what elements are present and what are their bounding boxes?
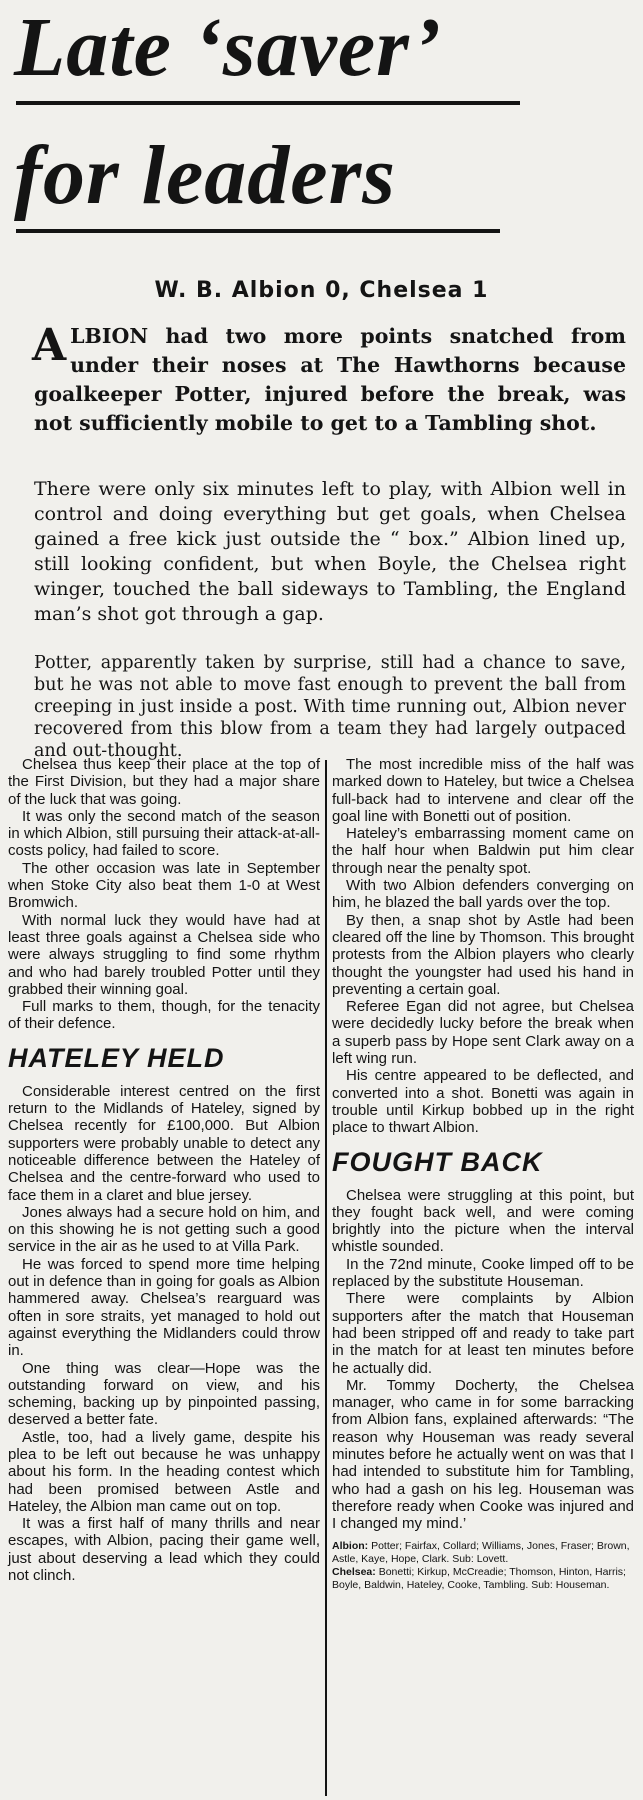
body-paragraph: The other occasion was late in September when Stoke City also beat them 1-0 at West Bromwich. (8, 859, 320, 912)
body-paragraph: By then, a snap shot by Astle had been cleared off the line by Thomson. This brought protests from the Albion players who clearly thought the youngster had used his hand in preventing a certain goal. (332, 911, 634, 998)
body-paragraph: With two Albion defenders converging on him, he blazed the ball yards over the top. (332, 877, 634, 912)
body-paragraph: Hateley’s embarrassing moment came on the half hour when Baldwin put him clear through near the penalty spot. (332, 825, 634, 877)
body-paragraph: His centre appeared to be deflected, and converted into a shot. Bonetti was again in trouble until Kirkup bobbed up in the right place to thwart Albion. (332, 1067, 634, 1137)
body-paragraph: It was only the second match of the season in which Albion, still pursuing their attack-at-all-costs policy, had failed to score. (8, 807, 320, 860)
team-lineup-albion (332, 1540, 634, 1566)
intro-text: LBION had two more points snatched from under their noses at The Hawthorns because goalkeeper Potter, injured before the break, was not sufficiently mobile to get to a Tambling shot. (34, 324, 626, 435)
lead-paragraph-2: Potter, apparently taken by surprise, still had a chance to save, but he was not able to move fast enough to prevent the ball from creeping in just inside a post. With time running out, Albion never recovered from this blow from a team they had largely outpaced and out-thought. (34, 653, 626, 761)
headline-rule-1 (16, 101, 520, 105)
body-paragraph: It was a first half of many thrills and near escapes, with Albion, pacing their game well, just about deserving a lead which they could not clinch. (8, 1515, 320, 1585)
body-paragraph: Mr. Tommy Docherty, the Chelsea manager, who came in for some barracking from Albion fans, explained afterwards: “The reason why Houseman was ready several minutes before he actually went on was that I had intended to substitute him for Tambling, who had a gash on his leg. Houseman was therefore ready when Cooke was injured and I changed my mind.’ (332, 1376, 634, 1533)
subheading-fought-back: FOUGHT BACK (332, 1146, 543, 1177)
right-column (332, 756, 634, 1592)
team-lineups (332, 1540, 634, 1592)
intro-paragraph (34, 322, 626, 438)
body-paragraph: Referee Egan did not agree, but Chelsea were decidedly lucky before the break when a superb pass by Hope sent Clark away on a left wing run. (332, 998, 634, 1068)
body-paragraph: Chelsea were struggling at this point, but they fought back well, and were coming brightly into the picture when the interval whistle sounded. (332, 1186, 634, 1256)
subheading-hateley-held: HATELEY HELD (8, 1042, 225, 1073)
drop-cap: A (32, 320, 67, 371)
lead-paragraph-1: There were only six minutes left to play, with Albion well in control and doing everything but get goals, when Chelsea gained a free kick just outside the “ box.” Albion lined up, still looking confident, but when Boyle, the Chelsea right winger, touched the ball sideways to Tambling, the England man’s shot got through a gap. (34, 478, 626, 625)
column-divider (325, 760, 327, 1796)
body-paragraph: One thing was clear—Hope was the outstanding forward on view, and his scheming, backing up by pinpointed passing, deserved a better fate. (8, 1359, 320, 1429)
headline-line-2: for leaders (14, 129, 396, 222)
team-players: Bonetti; Kirkup, McCreadie; Thomson, Hinton, Harris; Boyle, Baldwin, Hateley, Cooke, Tambling. Sub: Houseman. (332, 1566, 626, 1592)
headline-rule-2 (16, 229, 500, 233)
team-players: Potter; Fairfax, Collard; Williams, Jones, Fraser; Brown, Astle, Kaye, Hope, Clark. Sub: Lovett. (332, 1540, 630, 1566)
team-label: Albion: (332, 1540, 369, 1553)
body-paragraph: Astle, too, had a lively game, despite his plea to be left out because he was unhappy about his form. In the heading contest which had been promised between Astle and Hateley, the Albion man came out on top. (8, 1428, 320, 1515)
headline-line-1: Late ‘saver’ (14, 1, 442, 94)
match-score: W. B. Albion 0, Chelsea 1 (154, 278, 489, 303)
body-paragraph: Considerable interest centred on the first return to the Midlands of Hateley, signed by Chelsea recently for £100,000. But Albion supporters were probably unable to detect any noticeable difference between the Hateley of Chelsea and the centre-forward who used to face them in a claret and blue jersey. (8, 1082, 320, 1204)
body-paragraph: He was forced to spend more time helping out in defence than in going for goals as Albion hammered away. Chelsea’s rearguard was often in sore straits, yet managed to hold out against everything the Midlanders could throw in. (8, 1255, 320, 1360)
body-paragraph: The most incredible miss of the half was marked down to Hateley, but twice a Chelsea full-back had to intervene and clear off the goal line with Bonetti out of position. (332, 756, 634, 825)
body-paragraph: Jones always had a secure hold on him, and on this showing he is not getting such a good service in the air as he used to at Villa Park. (8, 1203, 320, 1256)
body-paragraph: There were complaints by Albion supporters after the match that Houseman had been stripped off and ready to take part in the match for at least ten minutes before he actually did. (332, 1290, 634, 1377)
body-paragraph: With normal luck they would have had at least three goals against a Chelsea side who were always struggling to find some rhythm and who had barely troubled Potter until they grabbed their winning goal. (8, 911, 320, 998)
body-paragraph: Full marks to them, though, for the tenacity of their defence. (8, 998, 320, 1033)
body-paragraph: Chelsea thus keep their place at the top of the First Division, but they had a major share of the luck that was going. (8, 756, 320, 808)
body-paragraph: In the 72nd minute, Cooke limped off to be replaced by the substitute Houseman. (332, 1255, 634, 1291)
left-column (8, 756, 320, 1584)
team-label: Chelsea: (332, 1566, 376, 1579)
team-lineup-chelsea (332, 1566, 634, 1592)
